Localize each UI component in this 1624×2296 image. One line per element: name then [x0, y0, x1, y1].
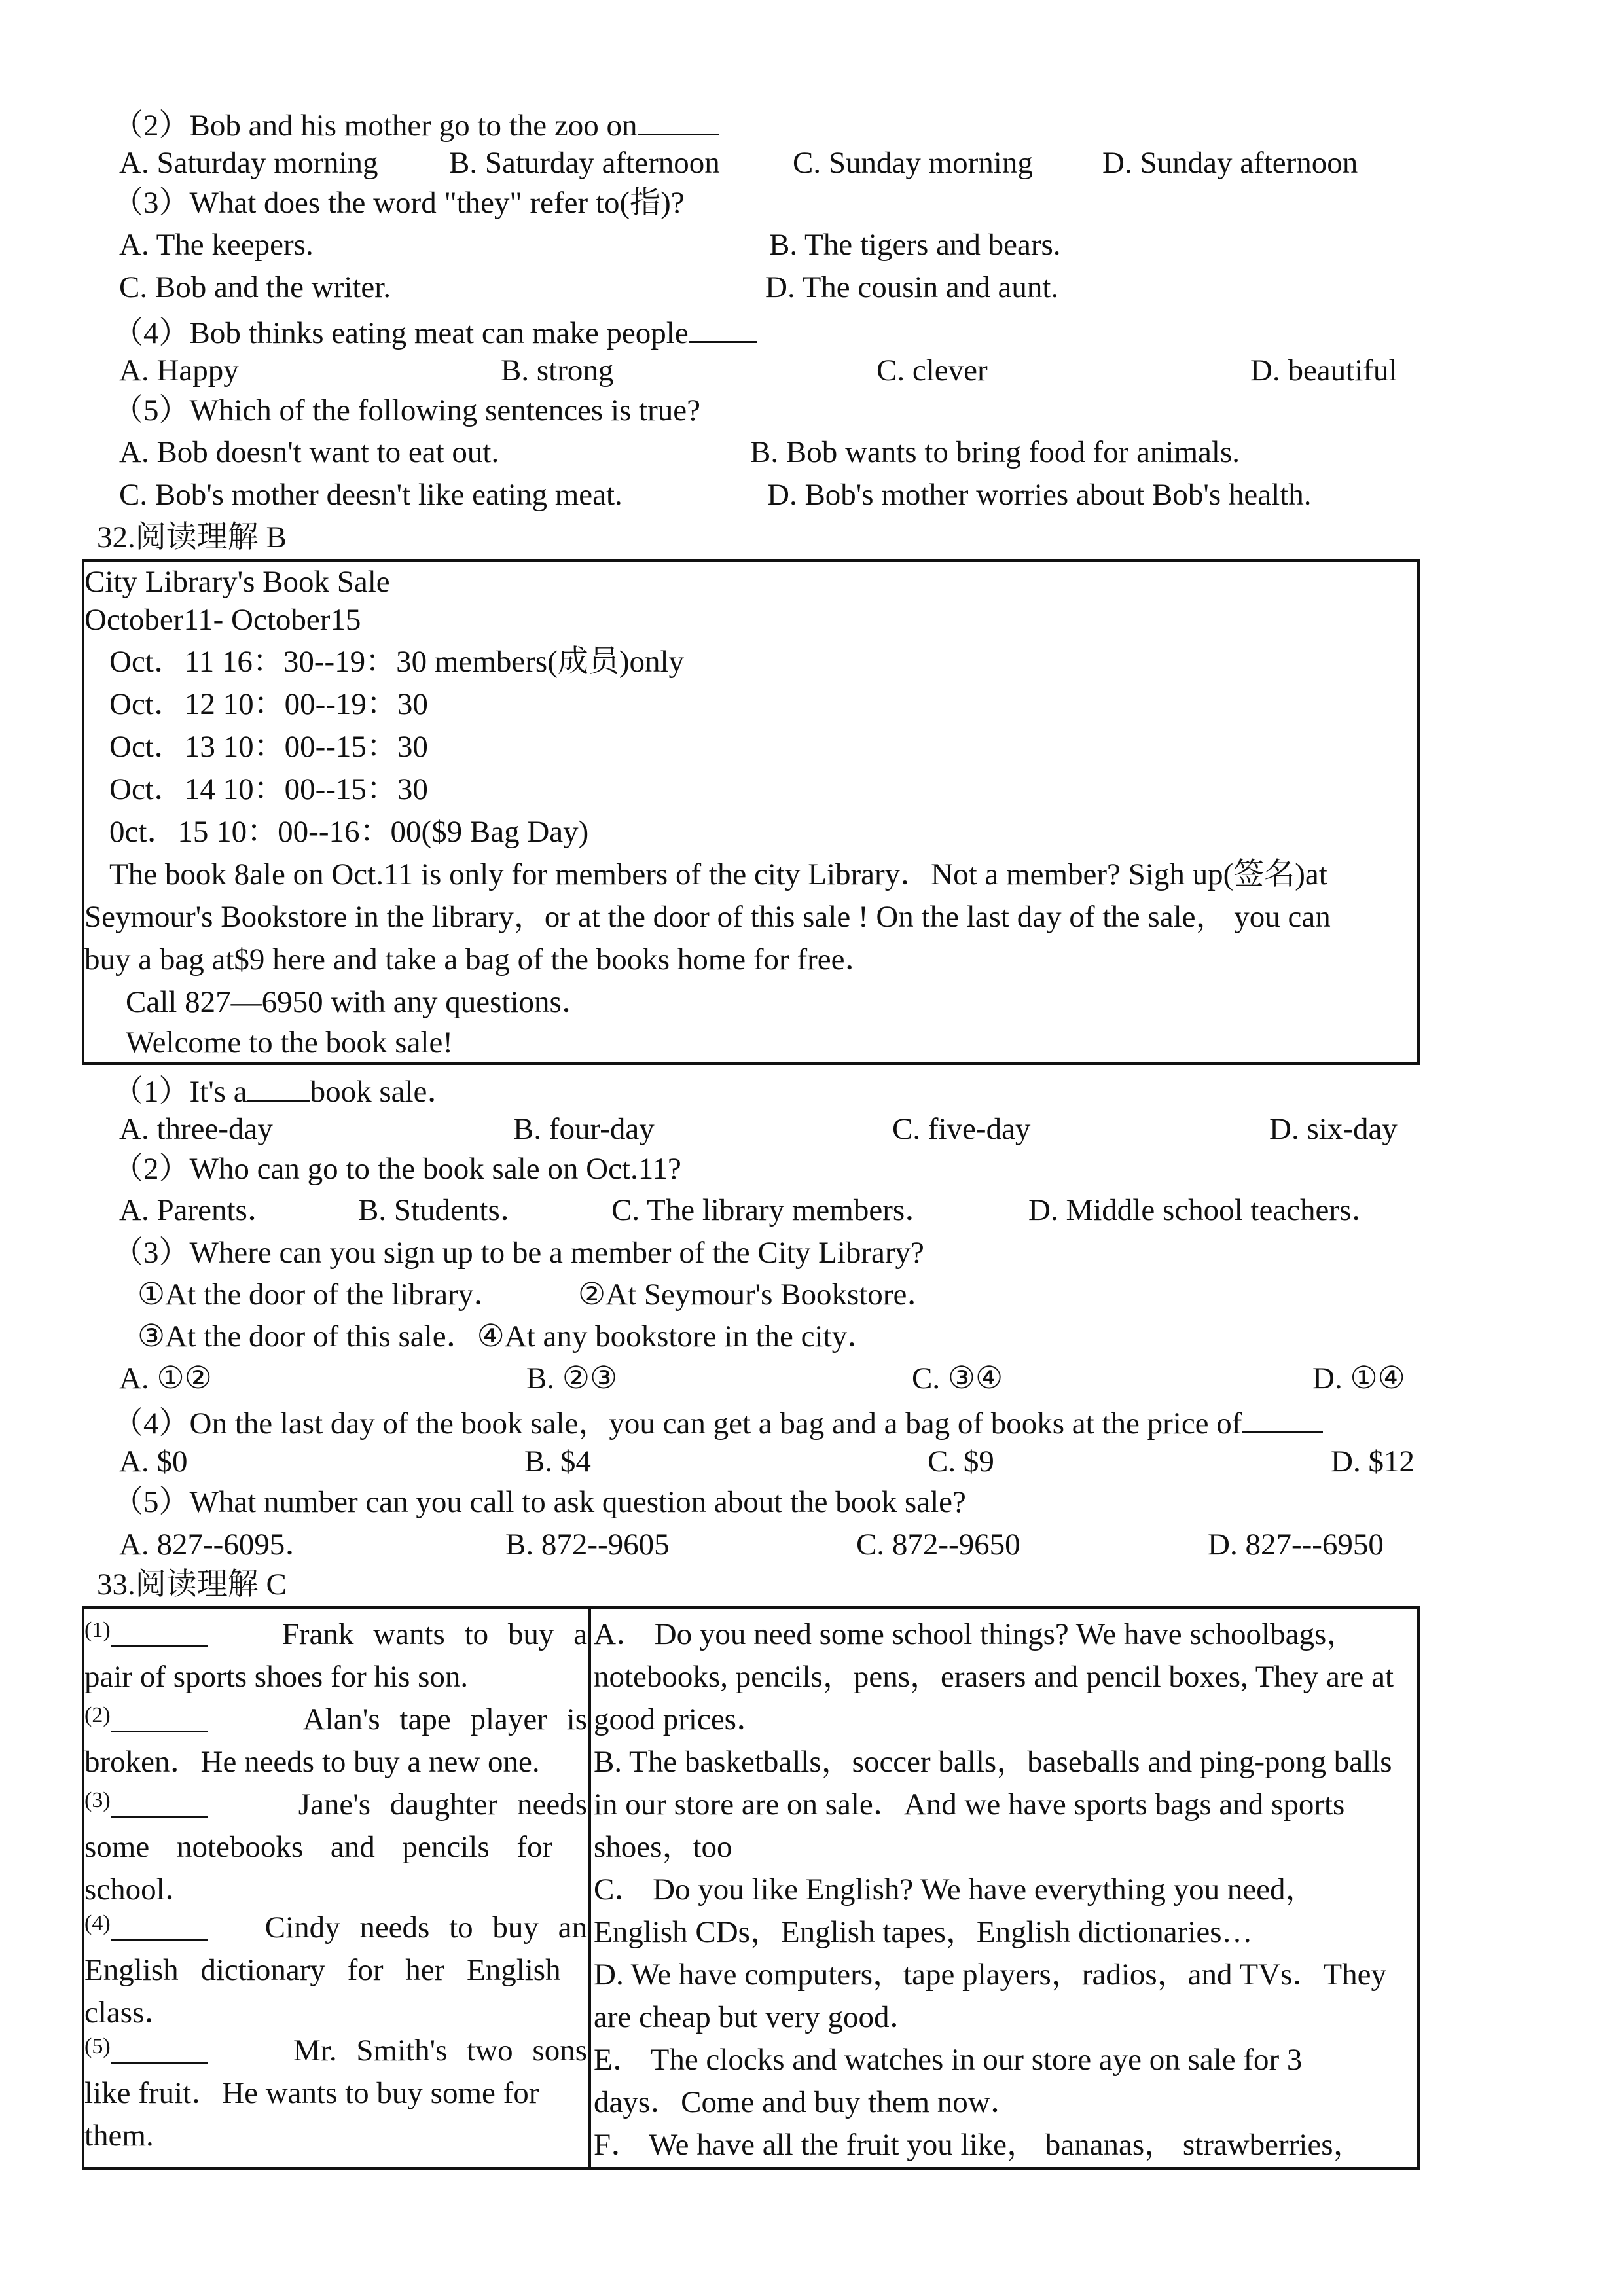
s32-q2-stem: （2）Who can go to the book sale on Oct.11? [113, 1152, 681, 1186]
s32-q2-option-a[interactable]: A. Parents． [119, 1193, 278, 1227]
item-first-line: Mr. Smith's two sons [293, 2034, 587, 2068]
s32-q1-option-b[interactable]: B. four-day [513, 1112, 655, 1146]
item-line: like fruit．He wants to buy some for [84, 2076, 539, 2110]
store-ad-line: good prices． [594, 1702, 767, 1736]
notice-schedule-line: 0ct．15 10：00--16：00($9 Bag Day) [109, 815, 589, 849]
notice-schedule-line: Oct．13 10：00--15：30 [109, 730, 428, 764]
answer-blank[interactable] [111, 1912, 208, 1941]
s32-q1-option-c[interactable]: C. five-day [892, 1112, 1031, 1146]
s32-q3-option-c[interactable]: C. ③④ [912, 1361, 1003, 1395]
notice-schedule-line: Oct．14 10：00--15：30 [109, 772, 428, 806]
item-first-line: Alan's tape player is [302, 1702, 587, 1736]
s32-q2-option-d[interactable]: D. Middle school teachers． [1028, 1193, 1382, 1227]
s32-q2-option-c[interactable]: C. The library members． [611, 1193, 936, 1227]
store-ad-line: shoes，too [594, 1830, 732, 1864]
store-ad-a: A． Do you need some school things? We have schoolbags， [594, 1617, 1358, 1651]
s32-q3-choice-3-4: ③At the door of this sale．④At any bookstore in the city． [137, 1319, 878, 1354]
s31-q3-option-c[interactable]: C. Bob and the writer. [119, 270, 391, 304]
s32-q4-option-a[interactable]: A. $0 [119, 1444, 188, 1479]
notice-call: Call 827—6950 with any questions． [126, 985, 592, 1019]
s32-q3-option-b[interactable]: B. ②③ [526, 1361, 618, 1395]
s31-q3-option-d[interactable]: D. The cousin and aunt. [765, 270, 1059, 304]
answer-blank[interactable] [689, 315, 757, 343]
item-number: (2) [84, 1704, 208, 1738]
s31-q3-option-a[interactable]: A. The keepers. [119, 228, 314, 262]
s31-q2-option-a[interactable]: A. Saturday morning [119, 146, 378, 180]
store-ad-e: E． The clocks and watches in our store aye on sale for 3 [594, 2043, 1303, 2077]
store-ad-line: notebooks, pencils，pens，erasers and pencil boxes, They are at [594, 1660, 1394, 1694]
store-ad-line: in our store are on sale．And we have sports bags and sports [594, 1787, 1345, 1821]
s31-q4-option-d[interactable]: D. beautiful [1250, 353, 1398, 387]
item-line: broken．He needs to buy a new one. [84, 1745, 540, 1779]
notice-schedule-line: Oct．11 16：30--19：30 members(成员)only [109, 645, 685, 679]
s32-q3-option-d[interactable]: D. ①④ [1312, 1361, 1405, 1395]
item-number: (3) [84, 1789, 208, 1823]
s31-q2-option-b[interactable]: B. Saturday afternoon [449, 146, 720, 180]
answer-blank[interactable] [111, 1704, 208, 1732]
item-line: class． [84, 1996, 175, 2030]
item-number: (1) [84, 1619, 208, 1653]
s32-q4-option-c[interactable]: C. $9 [928, 1444, 994, 1479]
s31-q2-option-d[interactable]: D. Sunday afternoon [1102, 146, 1358, 180]
answer-blank[interactable] [111, 2036, 208, 2064]
store-ad-c: C． Do you like English? We have everything you need， [594, 1873, 1316, 1907]
s31-q5-option-b[interactable]: B. Bob wants to bring food for animals. [750, 435, 1240, 469]
s31-q4-option-b[interactable]: B. strong [501, 353, 614, 387]
item-number: (5) [84, 2036, 208, 2070]
s31-q5-option-c[interactable]: C. Bob's mother deesn't like eating meat. [119, 478, 623, 512]
item-number: (4) [84, 1912, 208, 1946]
notice-schedule-line: Oct．12 10：00--19：30 [109, 687, 428, 721]
answer-blank[interactable] [1242, 1405, 1323, 1433]
answer-blank[interactable] [111, 1789, 208, 1818]
s32-q5-stem: （5）What number can you call to ask question about the book sale? [113, 1485, 966, 1519]
s32-q5-option-d[interactable]: D. 827---6950 [1208, 1528, 1384, 1562]
s31-q4-option-a[interactable]: A. Happy [119, 353, 239, 387]
item-line: some notebooks and pencils for [84, 1830, 553, 1864]
s31-q4-stem: （4）Bob thinks eating meat can make people [113, 315, 757, 349]
s32-q4-stem: （4）On the last day of the book sale，you can get a bag and a bag of books at the price of [113, 1405, 1323, 1439]
s32-q1-option-a[interactable]: A. three-day [119, 1112, 273, 1146]
answer-blank[interactable] [111, 1619, 208, 1647]
notice-title: City Library's Book Sale [84, 565, 390, 599]
s31-q2-stem: （2）Bob and his mother go to the zoo on [113, 107, 719, 141]
s32-q3-stem: （3）Where can you sign up to be a member of the City Library? [113, 1236, 924, 1270]
s31-q5-stem: （5）Which of the following sentences is true? [113, 393, 700, 427]
s32-q3-choice-1: ①At the door of the library． [137, 1278, 505, 1312]
item-line: them. [84, 2119, 154, 2153]
s32-q4-option-d[interactable]: D. $12 [1331, 1444, 1415, 1479]
store-ad-d: D. We have computers，tape players，radios，and TVs．They [594, 1958, 1386, 1992]
store-ad-line: are cheap but very good． [594, 2000, 920, 2034]
notice-welcome: Welcome to the book sale! [126, 1026, 453, 1060]
section-33-heading: 33.阅读理解 C [97, 1568, 287, 1602]
item-first-line: Frank wants to buy a [281, 1617, 587, 1651]
s32-q3-option-a[interactable]: A. ①② [119, 1361, 212, 1395]
s31-q4-option-c[interactable]: C. clever [876, 353, 988, 387]
store-ad-line: English CDs，English tapes，English dictionaries… [594, 1915, 1253, 1949]
item-line: pair of sports shoes for his son. [84, 1660, 469, 1694]
s31-q5-option-d[interactable]: D. Bob's mother worries about Bob's health. [767, 478, 1312, 512]
item-first-line: Cindy needs to buy an [264, 1910, 587, 1945]
s32-q2-option-b[interactable]: B. Students． [358, 1193, 531, 1227]
store-ad-f: F． We have all the fruit you like， bananas， strawberries， [594, 2128, 1364, 2162]
s32-q5-option-b[interactable]: B. 872--9605 [505, 1528, 670, 1562]
answer-blank[interactable] [638, 107, 719, 135]
s31-q2-option-c[interactable]: C. Sunday morning [793, 146, 1033, 180]
store-ad-b: B. The basketballs，soccer balls，baseballs and ping-pong balls [594, 1745, 1392, 1779]
s32-q4-option-b[interactable]: B. $4 [524, 1444, 591, 1479]
notice-dates: October11- October15 [84, 603, 361, 637]
s32-q5-option-c[interactable]: C. 872--9650 [856, 1528, 1020, 1562]
table-divider [588, 1606, 591, 2170]
s32-q1-option-d[interactable]: D. six-day [1269, 1112, 1398, 1146]
s31-q3-stem: （3）What does the word "they" refer to(指)? [113, 186, 685, 220]
s32-q3-choice-2: ②At Seymour's Bookstore． [578, 1278, 938, 1312]
store-ad-line: days．Come and buy them now． [594, 2085, 1021, 2119]
section-32-heading: 32.阅读理解 B [97, 520, 287, 554]
s32-q5-option-a[interactable]: A. 827--6095． [119, 1528, 316, 1562]
s31-q5-option-a[interactable]: A. Bob doesn't want to eat out. [119, 435, 499, 469]
item-line: school． [84, 1873, 196, 1907]
notice-paragraph-line: Seymour's Bookstore in the library，or at the door of this sale ! On the last day of the sale， you can [84, 900, 1331, 934]
s32-q1-stem: （1）It's a book sale． [113, 1075, 458, 1109]
notice-paragraph-line: The book 8ale on Oct.11 is only for members of the city Library．Not a member? Sigh up(签名)at [109, 857, 1327, 891]
item-line: English dictionary for her English [84, 1953, 561, 1987]
notice-paragraph-line: buy a bag at$9 here and take a bag of the books home for free． [84, 942, 876, 977]
item-first-line: Jane's daughter needs [298, 1787, 587, 1821]
s31-q3-option-b[interactable]: B. The tigers and bears. [769, 228, 1061, 262]
answer-blank[interactable] [247, 1073, 310, 1102]
